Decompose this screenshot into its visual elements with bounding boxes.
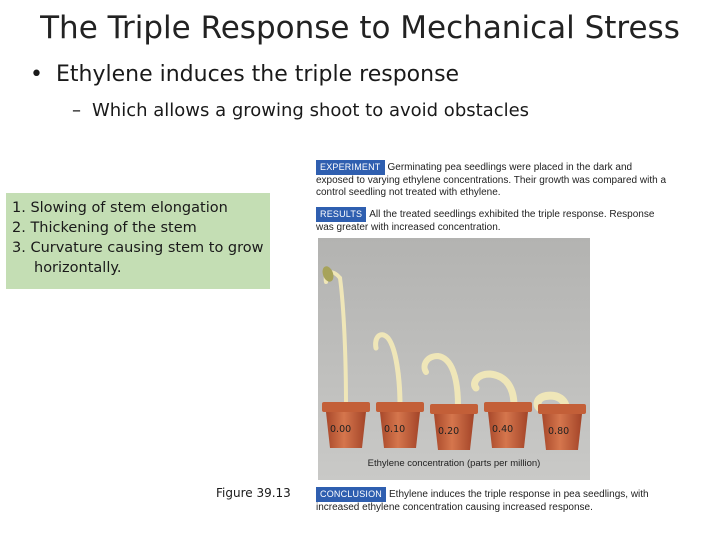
results-tag: RESULTS	[316, 207, 366, 222]
experiment-tag: EXPERIMENT	[316, 160, 385, 175]
dash-marker: –	[72, 100, 81, 121]
seedling-illustration	[318, 238, 590, 480]
conclusion-tag: CONCLUSION	[316, 487, 386, 502]
results-text: All the treated seedlings exhibited the triple response. Response was greater with increased concentration.	[316, 209, 655, 233]
conclusion-text: Ethylene induces the triple response in pea seedlings, with increased ethylene concentration causing increased response.	[316, 489, 649, 513]
concentration-label: 0.10	[384, 424, 406, 435]
conclusion-section	[316, 487, 670, 514]
bullet-1	[30, 62, 459, 87]
ethylene-axis-label: Ethylene concentration (parts per million)	[367, 458, 541, 469]
list-item-1: 1. Slowing of stem elongation	[12, 200, 228, 216]
list-item-2: 2. Thickening of the stem	[12, 220, 197, 236]
concentration-label: 0.40	[492, 424, 514, 435]
bullet-marker: •	[30, 62, 43, 87]
results-section	[316, 207, 670, 234]
experiment-text: Germinating pea seedlings were placed in the dark and exposed to varying ethylene concentrations. Their growth was compared with a control seedling not treated with ethylene.	[316, 162, 667, 198]
seedling-photo	[318, 238, 590, 480]
bullet-2-text: Which allows a growing shoot to avoid obstacles	[92, 100, 530, 121]
concentration-label: 0.80	[548, 426, 570, 437]
slide-title: The Triple Response to Mechanical Stress	[40, 10, 680, 46]
experiment-section	[316, 160, 670, 200]
list-item-3: 3. Curvature causing stem to grow	[12, 240, 264, 256]
triple-response-list	[6, 193, 270, 289]
concentration-label: 0.00	[330, 424, 352, 435]
bullet-2	[72, 100, 529, 121]
figure-label: Figure 39.13	[216, 486, 291, 500]
bullet-1-text: Ethylene induces the triple response	[56, 62, 460, 87]
concentration-label: 0.20	[438, 426, 460, 437]
list-item-3-cont: horizontally.	[34, 260, 122, 276]
